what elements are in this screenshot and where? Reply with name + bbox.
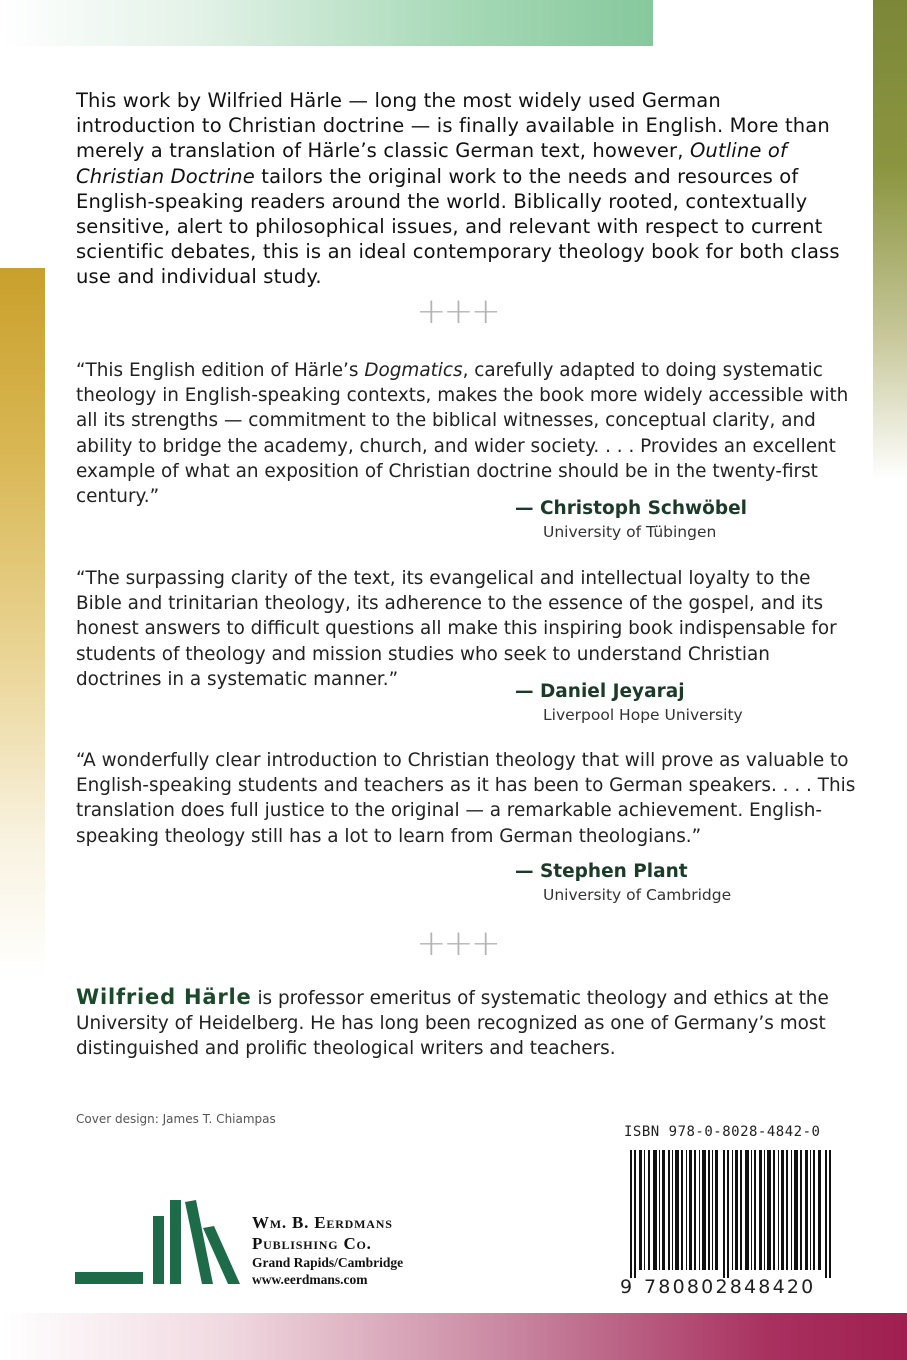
endorser-name: — Daniel Jeyaraj [515,681,685,702]
endorser-affiliation: University of Cambridge [543,886,732,904]
intro-text-1: This work by Wilfried Härle — long the most widely used German introduction to Christian doctrine — is finally available in English. More than merely a translation of Härle’s classic German text, however, [76,89,830,163]
endorser-name: — Stephen Plant [515,861,688,882]
cover-design-credit: Cover design: James T. Chiampas [76,1112,276,1126]
endorsement-attribution [515,497,845,543]
quote-text: “This English edition of Härle’s [76,360,365,381]
quote-italic: Dogmatics [364,360,463,381]
barcode-digits: 780802848420 [644,1276,816,1298]
right-olive-band [873,0,907,480]
bio-text: is professor emeritus of systematic theology and ethics at the University of Heidelberg. He has long been recognized as one of Germany’s most distinguished and prolific theological writers and teachers. [76,988,829,1060]
endorsement-attribution [515,680,845,726]
bottom-magenta-band [0,1313,907,1360]
ornament-divider: +++ [416,923,498,964]
barcode-icon [622,1150,838,1278]
endorsement-quote: “The surpassing clarity of the text, its evangelical and intellectual loyalty to the Bible and trinitarian theology, its adherence to the essence of the gospel, and its honest answers to difficult questions all make this inspiring book indispensable for students of theology and mission studies who seek to understand Christian doctrines in a systematic manner.” [76,568,837,690]
top-green-band [0,0,653,46]
endorsement-quote: “A wonderfully clear introduction to Christian theology that will prove as valuable to English-speaking students and teachers as it has been to German speakers. . . . This translation does full justice to the original — a remarkable achievement. English-speaking theology still has a lot to learn from German theologians.” [76,750,856,847]
left-gold-band [0,268,45,980]
endorser-affiliation: University of Tübingen [543,523,717,541]
endorsement-attribution [515,860,845,906]
endorser-name: — Christoph Schwöbel [515,498,747,519]
publisher-name-2: Publishing Co. [252,1234,372,1253]
isbn-label: ISBN 978-0-8028-4842-0 [624,1124,821,1140]
quote-text: , carefully adapted to doing systematic theology in English-speaking contexts, makes the book more widely accessible with all its strengths — commitment to the biblical witnesses, conceptual clarity, and ability to bridge the academy, church, and wider society. . . . Provides an excellent example of what an exposition of Christian doctrine should be in the twenty-first century.” [76,360,849,508]
publisher-block [252,1212,403,1288]
endorser-affiliation: Liverpool Hope University [543,706,743,724]
publisher-website: www.eerdmans.com [252,1272,368,1287]
isbn-barcode [622,1150,838,1302]
publisher-name-1: Wm. B. Eerdmans [252,1213,393,1232]
ornament-divider: +++ [416,291,498,332]
book-title: Outline of Christian Doctrine [76,139,787,188]
author-bio [76,985,866,1062]
author-name: Wilfried Härle [76,985,252,1009]
intro-paragraph [76,88,846,290]
endorsement-quote [76,358,856,509]
publisher-location: Grand Rapids/Cambridge [252,1255,404,1270]
barcode-digit-first: 9 [620,1276,633,1298]
intro-text-2: tailors the original work to the needs and resources of English-speaking readers around the world. Biblically rooted, contextually sensitive, alert to philosophical issues, and relevant with respect to current scientific debates, this is an ideal contemporary theology book for both class use and individual study. [76,164,840,289]
eerdmans-logo-icon [75,1198,240,1286]
